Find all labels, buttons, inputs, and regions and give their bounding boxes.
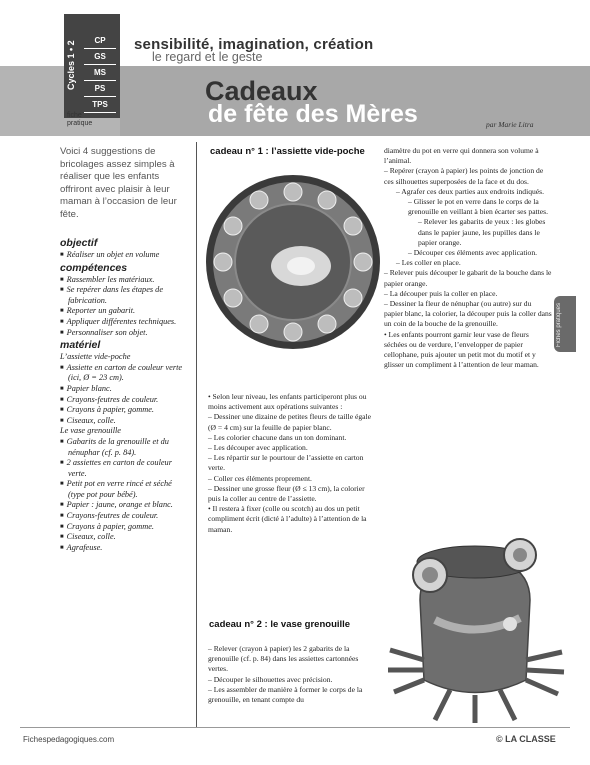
list-item: ■ Réaliser un objet en volume (60, 250, 188, 261)
paragraph: – Coller ces éléments proprement. (208, 473, 312, 483)
level-tps: TPS (84, 98, 116, 113)
paragraph: – Découper ces éléments avec application. (408, 248, 538, 258)
paragraph: – Relever puis découper le gabarit de la bouche dans le papier orange. (384, 268, 552, 288)
paragraph: – Repérer (crayon à papier) les points de jonction de ces silhouettes superposées de la face et du dos. (384, 166, 544, 186)
level-ms: MS (84, 66, 116, 81)
paragraph: – Les colorier chacune dans un ton dominant. (208, 432, 347, 442)
author: par Marie Litra (486, 120, 534, 129)
cadeau2-continued (384, 146, 552, 370)
paragraph: – Glisser le pot en verre dans le corps de la grenouille en veillant à bien écarter ses pattes. (408, 197, 549, 217)
level-cp: CP (84, 34, 116, 49)
fiche-label (67, 112, 92, 128)
list-item: ■ Papier blanc. (60, 384, 188, 395)
list-item: ■ Personnaliser son objet. (60, 328, 188, 339)
cycle-label: Cycles 1 • 2 (66, 40, 76, 90)
objectif-title: objectif (60, 237, 98, 249)
list-item: ■ Petit pot en verre rincé et séché (type pot pour bébé). (60, 479, 188, 500)
paragraph: – Dessiner une grosse fleur (Ø ≤ 13 cm), la colorier puis la coller au centre de l’assiette. (208, 483, 365, 504)
paragraph: – Les assembler de manière à former le corps de la grenouille, en tenant compte du (208, 684, 363, 705)
list-item: ■ Rassembler les matériaux. (60, 275, 188, 286)
list-item: ■ Papier : jaune, orange et blanc. (60, 500, 188, 511)
cadeau1-instructions (208, 392, 376, 535)
list-item: ■ Ciseaux, colle. (60, 416, 188, 427)
level-list (84, 34, 116, 114)
paragraph: – Agrafer ces deux parties aux endroits indiqués. (396, 186, 545, 196)
assiette-label: L’assiette vide-poche (60, 352, 131, 362)
column-divider (196, 142, 197, 727)
footer-rule (20, 727, 570, 728)
cadeau1-title: cadeau n° 1 : l’assiette vide-poche (210, 146, 365, 157)
intro-text: Voici 4 suggestions de bricolages assez simples à réaliser que les enfants offriront avec plaisir à leur maman à l’occasion de leur fête. (60, 146, 177, 220)
list-item: ■ 2 assiettes en carton de couleur verte. (60, 458, 188, 479)
list-item: ■ Assiette en carton de couleur verte (ici, Ø = 23 cm). (60, 363, 188, 384)
list-item: ■ Gabarits de la grenouille et du nénuphar (cf. p. 84). (60, 437, 188, 458)
paragraph: – Les découper avec application. (208, 443, 308, 453)
list-item: ■ Crayons-feutres de couleur. (60, 395, 188, 406)
paragraph: – Découper le silhouettes avec précision. (208, 674, 333, 684)
competences-title: compétences (60, 261, 128, 274)
paragraph: – Les répartir sur le pourtour de l’assiette en carton verte. (208, 453, 364, 473)
paragraph: – Relever les gabarits de yeux : les globes dans le papier jaune, les pupilles dans le papier orange. (418, 217, 546, 247)
paragraph: diamètre du pot en verre qui donnera son volume à l’animal. (384, 146, 539, 166)
section-subtitle: le regard et le geste (152, 50, 263, 64)
footer-publisher: © LA CLASSE (496, 734, 556, 744)
side-tab-label: Fiches pratiques (556, 302, 562, 348)
sidebar (60, 236, 188, 553)
paragraph: • Les enfants pourront garnir leur vase de fleurs séchées ou de verdure, l’envelopper de papier cellophane, puis ajouter un petit mot du motif et y glisser un compliment à l’attention de leur maman. (384, 329, 539, 370)
paragraph: – La découper puis la coller en place. (384, 288, 498, 298)
paragraph: • Selon leur niveau, les enfants participeront plus ou moins activement aux opérations suivantes : (208, 392, 367, 412)
level-gs: GS (84, 50, 116, 65)
materiel-title: matériel (60, 339, 101, 352)
paragraph: – Relever (crayon à papier) les 2 gabarits de la grenouille (cf. p. 84) dans les assiettes cartonnées vertes. (208, 644, 359, 674)
paragraph: • Il restera à fixer (colle ou scotch) au dos un petit compliment écrit (dicté à l’adulte) à l’attention de la maman. (208, 504, 367, 534)
list-item: ■ Reporter un gabarit. (60, 306, 188, 317)
paragraph: – Les coller en place. (396, 258, 461, 268)
fiche-label-2: pratique (67, 120, 93, 127)
list-item: ■ Se repérer dans les étapes de fabrication. (60, 285, 188, 306)
list-item: ■ Crayons à papier, gomme. (60, 405, 188, 416)
frog-vase-photo (380, 520, 570, 725)
paragraph: – Dessiner une dizaine de petites fleurs de taille égale (Ø = 4 cm) sur la feuille de papier blanc. (208, 412, 371, 432)
cadeau2-title: cadeau n° 2 : le vase grenouille (209, 619, 351, 630)
cadeau2-instructions (208, 644, 376, 705)
list-item: ■ Agrafeuse. (60, 543, 188, 554)
list-item: ■ Ciseaux, colle. (60, 532, 188, 543)
vase-label: Le vase grenouille (60, 426, 121, 436)
list-item: ■ Appliquer différentes techniques. (60, 317, 188, 328)
list-item: ■ Crayons à papier, gomme. (60, 522, 188, 533)
paragraph: – Dessiner la fleur de nénuphar (ou autre) sur du papier blanc, la colorier, la découper puis la coller dans un coin de la bouche de la grenouille. (384, 299, 552, 329)
fiche-label-1: fiche (67, 112, 82, 119)
page-title-line2: de fête des Mères (208, 100, 418, 128)
list-item: ■ Crayons-feutres de couleur. (60, 511, 188, 522)
plate-photo (205, 174, 381, 350)
footer-site: Fichespedagogiques.com (23, 735, 115, 744)
page-title: Cadeaux (205, 76, 318, 106)
level-ps: PS (84, 82, 116, 97)
section-title: sensibilité, imagination, création (134, 36, 374, 53)
